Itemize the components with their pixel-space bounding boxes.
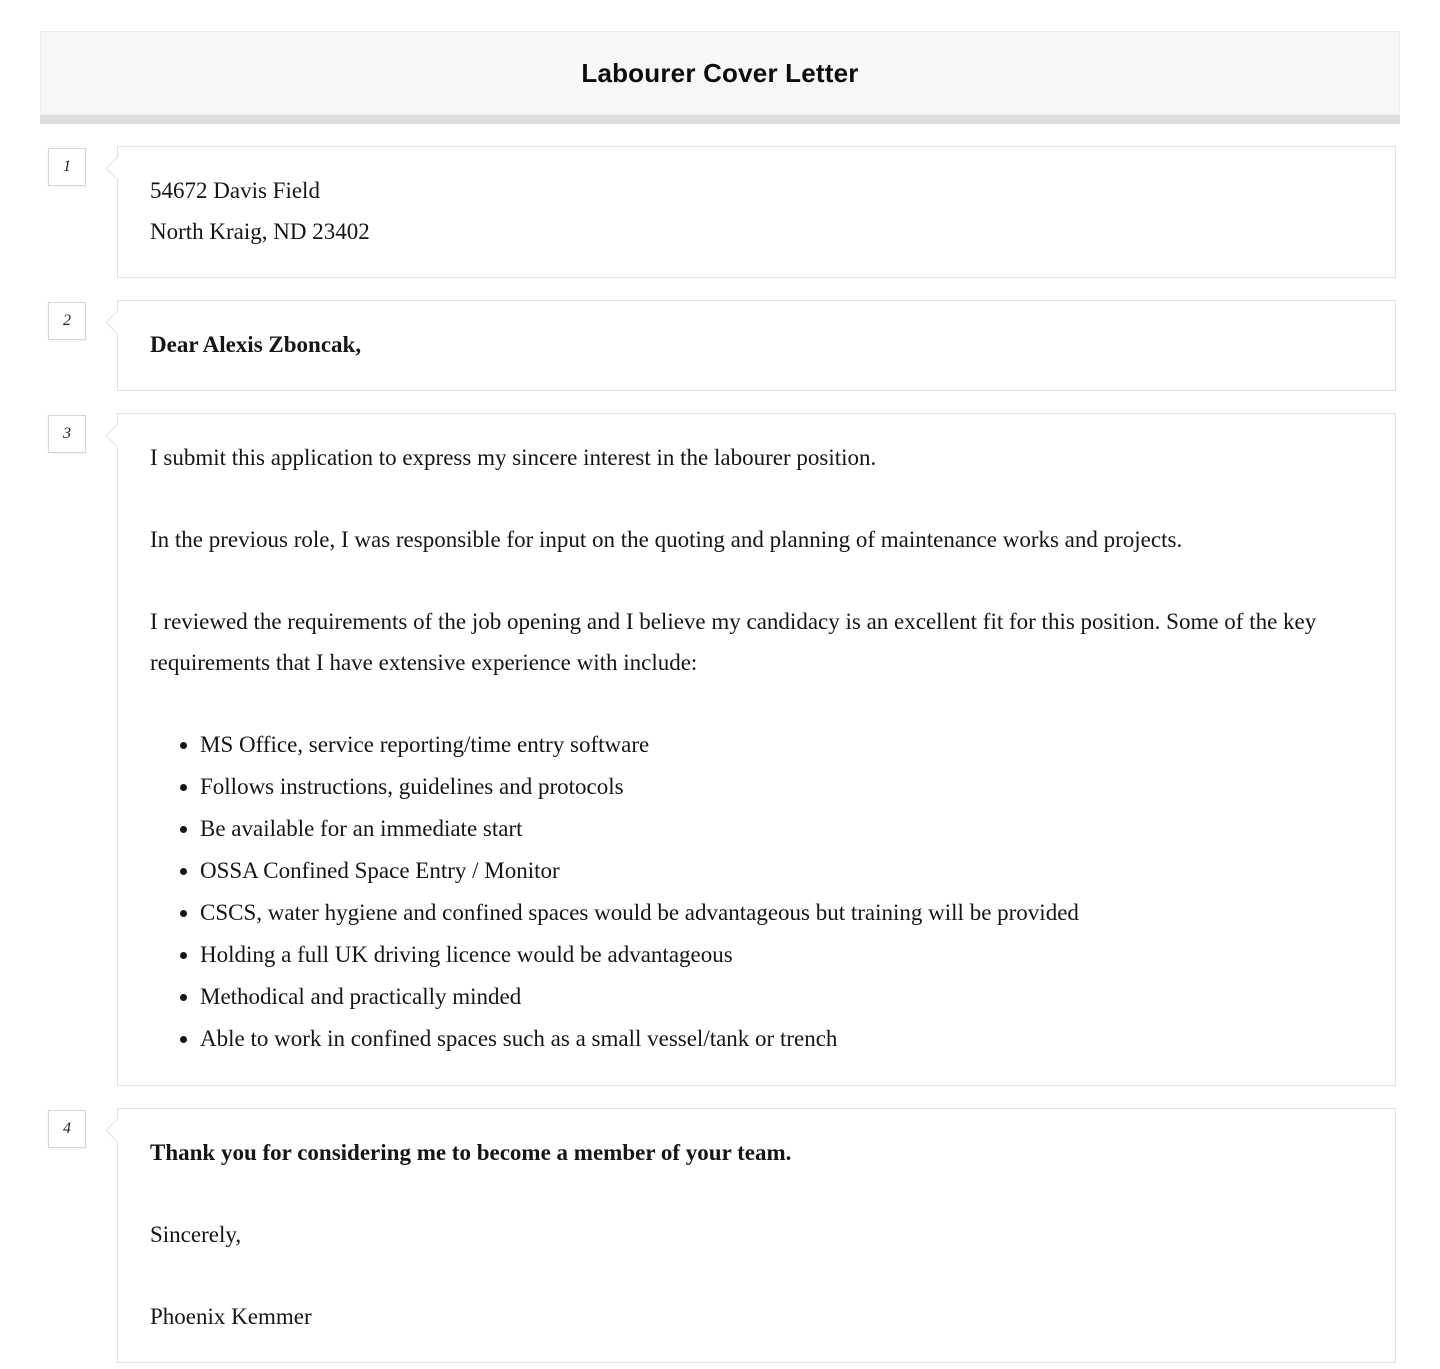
section-salutation bbox=[44, 300, 1396, 391]
body-paragraph-2: In the previous role, I was responsible for input on the quoting and planning of maintenance works and projects. bbox=[150, 527, 1183, 552]
section-number: 3 bbox=[63, 425, 71, 442]
section-number-badge bbox=[48, 302, 86, 340]
signature-name: Phoenix Kemmer bbox=[150, 1304, 312, 1329]
section-number-badge bbox=[48, 415, 86, 453]
body-paragraph-3: I reviewed the requirements of the job opening and I believe my candidacy is an excellent fit for this position. Some of the key requirements that I have extensive experience with include: bbox=[150, 609, 1317, 675]
address-card bbox=[117, 146, 1396, 278]
section-closing bbox=[44, 1108, 1396, 1363]
bullet-item: • CSCS, water hygiene and confined spaces would be advantageous but training will be provided bbox=[200, 892, 1359, 934]
page-title-bar bbox=[40, 31, 1400, 115]
bullet-item: • Holding a full UK driving licence would be advantageous bbox=[200, 934, 1359, 976]
salutation-text: Dear Alexis Zboncak, bbox=[150, 332, 362, 357]
section-number: 2 bbox=[63, 312, 71, 329]
bullet-item: • Methodical and practically minded bbox=[200, 976, 1359, 1018]
bullet-item: • MS Office, service reporting/time entry software bbox=[200, 724, 1359, 766]
section-body bbox=[44, 413, 1396, 1086]
section-number-badge bbox=[48, 148, 86, 186]
body-paragraph-1: I submit this application to express my sincere interest in the labourer position. bbox=[150, 445, 877, 470]
address-line-2: North Kraig, ND 23402 bbox=[150, 219, 370, 244]
salutation-card bbox=[117, 300, 1396, 391]
closing-text: Thank you for considering me to become a member of your team. bbox=[150, 1140, 792, 1165]
bullet-item: • Be available for an immediate start bbox=[200, 808, 1359, 850]
bullet-item: • Follows instructions, guidelines and protocols bbox=[200, 766, 1359, 808]
signoff-text: Sincerely, bbox=[150, 1222, 242, 1247]
requirements-list bbox=[150, 724, 1359, 1060]
section-number-badge bbox=[48, 1110, 86, 1148]
header-shadow-strip bbox=[40, 115, 1400, 124]
body-card bbox=[117, 413, 1396, 1086]
address-line-1: 54672 Davis Field bbox=[150, 178, 320, 203]
bullet-item: • OSSA Confined Space Entry / Monitor bbox=[200, 850, 1359, 892]
section-address bbox=[44, 146, 1396, 278]
bullet-item: • Able to work in confined spaces such as a small vessel/tank or trench bbox=[200, 1018, 1359, 1060]
cover-letter-page bbox=[0, 31, 1440, 1363]
closing-card bbox=[117, 1108, 1396, 1363]
section-number: 1 bbox=[63, 158, 71, 175]
section-number: 4 bbox=[63, 1120, 71, 1137]
page-title: Labourer Cover Letter bbox=[581, 57, 859, 88]
